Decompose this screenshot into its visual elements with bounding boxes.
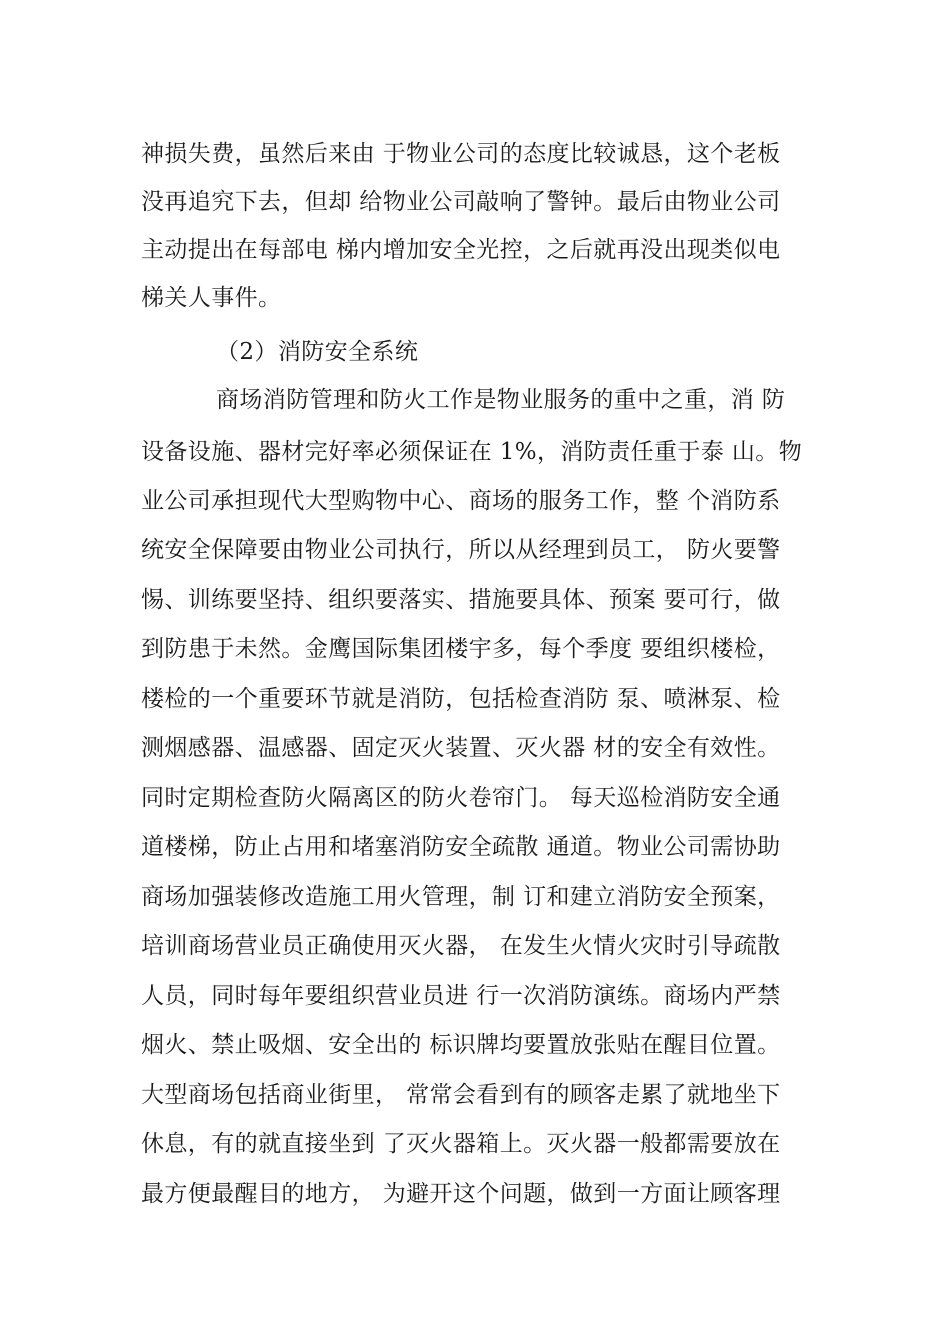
text-line: 没再追究下去，但却 给物业公司敲响了警钟。最后由物业公司 <box>141 189 781 215</box>
text-line: 商场加强装修改造施工用火管理，制 订和建立消防安全预案， <box>141 884 781 910</box>
text-line: 最方便最醒目的地方， 为避开这个问题，做到一方面让顾客理 <box>141 1181 781 1207</box>
text-line: 到防患于未然。金鹰国际集团楼宇多，每个季度 要组织楼检， <box>141 636 781 662</box>
text-line: 惕、训练要坚持、组织要落实、措施要具体、预案 要可行，做 <box>141 587 781 613</box>
text-line: 测烟感器、温感器、固定灭火装置、灭火器 材的安全有效性。 <box>141 735 781 761</box>
text-line: 梯关人事件。 <box>141 285 282 311</box>
text-line: 神损失费，虽然后来由 于物业公司的态度比较诚恳，这个老板 <box>141 141 781 167</box>
text-line: 设备设施、器材完好率必须保证在 1%，消防责任重于泰 山。物 <box>141 439 803 465</box>
text-line: 烟火、禁止吸烟、安全出的 标识牌均要置放张贴在醒目位置。 <box>141 1032 781 1058</box>
text-line: 道楼梯，防止占用和堵塞消防安全疏散 通道。物业公司需协助 <box>141 834 781 860</box>
text-line: 商场消防管理和防火工作是物业服务的重中之重，消 防 <box>216 387 786 413</box>
text-line: 同时定期检查防火隔离区的防火卷帘门。 每天巡检消防安全通 <box>141 785 781 811</box>
text-line: 大型商场包括商业街里， 常常会看到有的顾客走累了就地坐下 <box>141 1082 781 1108</box>
text-line: 主动提出在每部电 梯内增加安全光控，之后就再没出现类似电 <box>141 237 781 263</box>
section-heading: （2）消防安全系统 <box>216 339 419 365</box>
text-line: 业公司承担现代大型购物中心、商场的服务工作，整 个消防系 <box>141 488 781 514</box>
text-line: 统安全保障要由物业公司执行，所以从经理到员工， 防火要警 <box>141 537 781 563</box>
text-line: 人员，同时每年要组织营业员进 行一次消防演练。商场内严禁 <box>141 983 781 1009</box>
text-line: 楼检的一个重要环节就是消防，包括检查消防 泵、喷淋泵、检 <box>141 686 781 712</box>
text-line: 培训商场营业员正确使用灭火器， 在发生火情火灾时引导疏散 <box>141 933 781 959</box>
text-line: 休息，有的就直接坐到 了灭火器箱上。灭火器一般都需要放在 <box>141 1131 781 1157</box>
